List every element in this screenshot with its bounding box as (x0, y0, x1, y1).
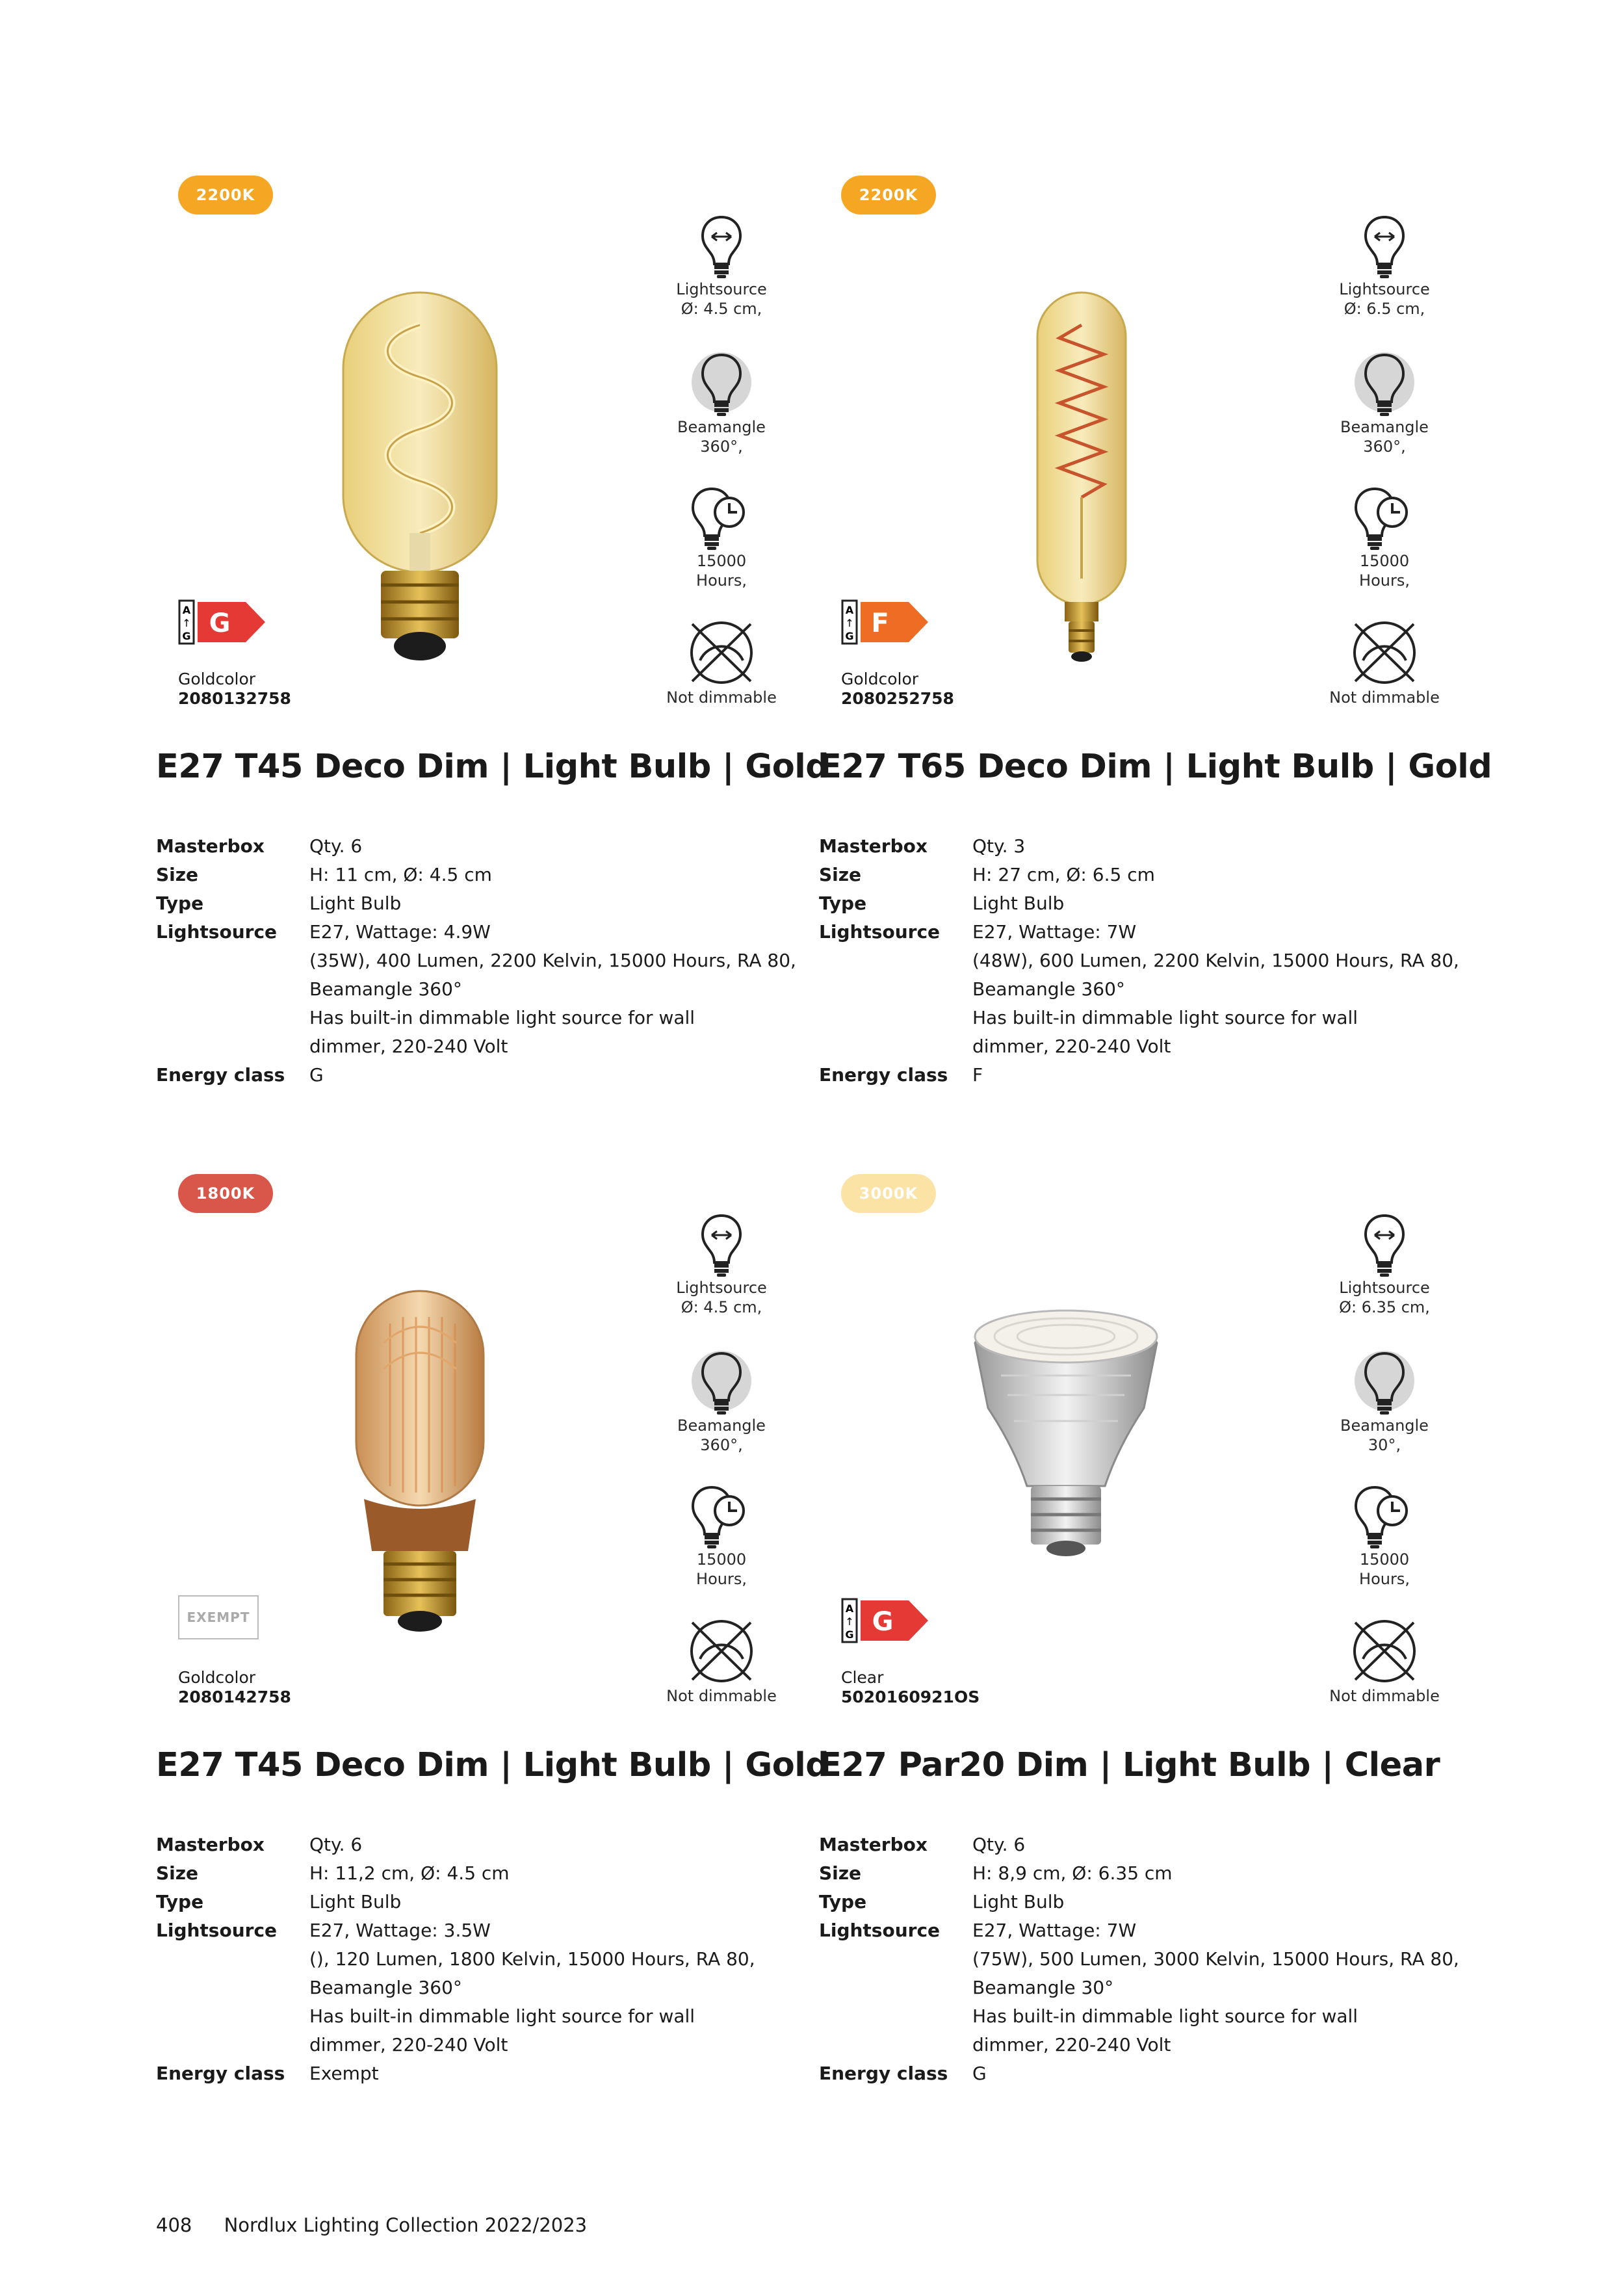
svg-text:↑: ↑ (845, 617, 854, 629)
lightsource-info (1313, 215, 1456, 319)
not-dimmable-icon (686, 1617, 757, 1686)
svg-text:G: G (182, 630, 191, 642)
lightsource-diameter-icon (1362, 1213, 1407, 1278)
spec-value: H: 11 cm, Ø: 4.5 cm (309, 864, 492, 885)
svg-text:A: A (845, 1602, 854, 1615)
spec-label: Masterbox (156, 835, 265, 857)
not-dimmable-icon (1349, 619, 1420, 688)
beamangle-info (650, 1351, 793, 1455)
spec-value: H: 11,2 cm, Ø: 4.5 cm (309, 1862, 510, 1884)
product-title: E27 Par20 Dim | Light Bulb | Clear (819, 1746, 1440, 1784)
beamangle-info (650, 352, 793, 456)
lifetime-label: Hours, (1359, 571, 1410, 590)
lightsource-diameter: Ø: 4.5 cm, (681, 300, 762, 318)
spec-row-lightsource (819, 918, 1475, 1061)
lifetime-clock-bulb-icon (1352, 486, 1417, 551)
item-number: 2080142758 (178, 1688, 291, 1706)
spec-row-masterbox (156, 1831, 812, 1859)
lifetime-info (1313, 1485, 1456, 1589)
spec-label: Energy class (156, 1064, 285, 1086)
spec-label: Masterbox (156, 1834, 265, 1855)
lightsource-line: E27, Wattage: 4.9W (309, 921, 491, 943)
color-temperature-badge: 2200K (841, 176, 936, 215)
spec-value (309, 918, 812, 1061)
svg-text:↑: ↑ (182, 617, 191, 629)
lifetime-clock-bulb-icon (689, 1485, 754, 1550)
spec-row-type (819, 889, 1475, 918)
energy-letter: F (871, 608, 889, 638)
collection-name: Nordlux Lighting Collection 2022/2023 (224, 2214, 588, 2236)
lightsource-label: Lightsource (1339, 280, 1430, 298)
lightsource-line: Has built-in dimmable light source for wall (972, 2005, 1358, 2027)
energy-letter: G (872, 1607, 894, 1637)
bulb-image-t45-amber (286, 1213, 520, 1681)
product-title: E27 T45 Deco Dim | Light Bulb | Gold (156, 1746, 829, 1784)
energy-exempt-label: EXEMPT (178, 1595, 259, 1639)
spec-row-lightsource (819, 1916, 1475, 2059)
color-name: Goldcolor (841, 670, 919, 688)
spec-label: Lightsource (156, 1920, 278, 1941)
spec-label: Energy class (156, 2063, 285, 2084)
product-card (156, 176, 829, 1170)
spec-value (972, 918, 1475, 1061)
color-name: Clear (841, 1668, 884, 1687)
bulb-image-t65-gold (949, 215, 1183, 683)
dimmable-label: Not dimmable (666, 1687, 777, 1705)
spec-value: H: 8,9 cm, Ø: 6.35 cm (972, 1862, 1173, 1884)
lightsource-line: Has built-in dimmable light source for wall (309, 1007, 695, 1028)
beamangle-label: Beamangle (677, 1416, 766, 1435)
lightsource-diameter: Ø: 6.35 cm, (1339, 1298, 1430, 1316)
spec-value: Light Bulb (972, 1891, 1065, 1912)
spec-label: Energy class (819, 1064, 948, 1086)
energy-letter: G (209, 608, 231, 638)
spec-row-masterbox (819, 832, 1475, 861)
svg-text:G: G (845, 630, 854, 642)
color-temperature-badge: 3000K (841, 1174, 936, 1213)
item-number: 2080132758 (178, 689, 291, 708)
lightsource-line: (75W), 500 Lumen, 3000 Kelvin, 15000 Hours, RA 80, (972, 1948, 1459, 1970)
spec-row-lightsource (156, 1916, 812, 2059)
lifetime-info (650, 486, 793, 590)
spec-table (156, 832, 812, 1089)
beamangle-icon (689, 1351, 754, 1416)
product-card (156, 1174, 829, 2169)
beamangle-icon (1352, 1351, 1417, 1416)
spec-value: Qty. 6 (309, 1834, 363, 1855)
lightsource-diameter-icon (1362, 215, 1407, 280)
page-footer (156, 2214, 587, 2236)
lifetime-hours: 15000 (1359, 1550, 1410, 1569)
spec-row-lightsource (156, 918, 812, 1061)
dimmable-info (1313, 1617, 1456, 1706)
spec-row-type (819, 1888, 1475, 1916)
lightsource-line: dimmer, 220-240 Volt (309, 1036, 508, 1057)
spec-label: Type (819, 893, 867, 914)
spec-row-size (819, 1859, 1475, 1888)
spec-label: Type (156, 893, 204, 914)
spec-value (309, 1916, 812, 2059)
lightsource-line: Beamangle 360° (309, 978, 462, 1000)
spec-label: Size (156, 1862, 199, 1884)
spec-value: H: 27 cm, Ø: 6.5 cm (972, 864, 1155, 885)
color-temperature-badge: 1800K (178, 1174, 273, 1213)
lightsource-diameter: Ø: 6.5 cm, (1344, 300, 1425, 318)
icon-column (650, 215, 793, 735)
dimmable-label: Not dimmable (666, 688, 777, 707)
svg-text:A: A (182, 604, 191, 616)
not-dimmable-icon (1349, 1617, 1420, 1686)
spec-value: F (972, 1064, 983, 1086)
energy-label-icon (841, 599, 932, 645)
energy-label-icon (178, 599, 269, 645)
spec-value: Qty. 6 (309, 835, 363, 857)
spec-row-energy-class (156, 2059, 812, 2088)
spec-label: Size (156, 864, 199, 885)
svg-text:↑: ↑ (845, 1615, 854, 1628)
lifetime-hours: 15000 (696, 1550, 747, 1569)
spec-table (156, 1831, 812, 2088)
lifetime-info (1313, 486, 1456, 590)
beamangle-info (1313, 352, 1456, 456)
spec-value: G (972, 2063, 987, 2084)
color-name: Goldcolor (178, 1668, 256, 1687)
lightsource-line: E27, Wattage: 7W (972, 921, 1137, 943)
spec-row-size (819, 861, 1475, 889)
lightsource-line: Beamangle 360° (309, 1977, 462, 1998)
product-card (819, 1174, 1475, 2169)
bulb-image-t45-gold (286, 215, 520, 683)
spec-label: Type (819, 1891, 867, 1912)
spec-value: Light Bulb (309, 893, 402, 914)
lifetime-hours: 15000 (696, 552, 747, 570)
spec-row-energy-class (156, 1061, 812, 1089)
spec-label: Masterbox (819, 1834, 928, 1855)
lightsource-line: dimmer, 220-240 Volt (972, 2034, 1171, 2055)
color-name: Goldcolor (178, 670, 256, 688)
lifetime-info (650, 1485, 793, 1589)
lightsource-line: dimmer, 220-240 Volt (309, 2034, 508, 2055)
lightsource-line: (), 120 Lumen, 1800 Kelvin, 15000 Hours, RA 80, (309, 1948, 755, 1970)
lightsource-line: (48W), 600 Lumen, 2200 Kelvin, 15000 Hours, RA 80, (972, 950, 1459, 971)
lightsource-line: Beamangle 360° (972, 978, 1125, 1000)
lifetime-hours: 15000 (1359, 552, 1410, 570)
spec-value: G (309, 1064, 324, 1086)
spec-value: Qty. 6 (972, 1834, 1026, 1855)
lightsource-label: Lightsource (676, 280, 767, 298)
lightsource-line: (35W), 400 Lumen, 2200 Kelvin, 15000 Hours, RA 80, (309, 950, 796, 971)
spec-label: Size (819, 1862, 862, 1884)
spec-label: Size (819, 864, 862, 885)
lifetime-label: Hours, (1359, 1570, 1410, 1588)
spec-value: Exempt (309, 2063, 379, 2084)
svg-text:G: G (845, 1628, 854, 1641)
dimmable-info (650, 619, 793, 707)
spec-table (819, 1831, 1475, 2088)
spec-row-type (156, 889, 812, 918)
item-number: 2080252758 (841, 689, 954, 708)
lightsource-label: Lightsource (676, 1279, 767, 1297)
lightsource-info (650, 215, 793, 319)
energy-label-icon (841, 1598, 932, 1643)
beamangle-value: 360°, (1363, 437, 1406, 456)
icon-column (650, 1213, 793, 1733)
spec-value: Qty. 3 (972, 835, 1026, 857)
color-temperature-badge: 2200K (178, 176, 273, 215)
beamangle-icon (689, 352, 754, 417)
beamangle-info (1313, 1351, 1456, 1455)
lightsource-info (1313, 1213, 1456, 1317)
spec-label: Type (156, 1891, 204, 1912)
product-card (819, 176, 1492, 1170)
beamangle-value: 360°, (700, 1436, 743, 1454)
icon-column (1313, 1213, 1456, 1733)
beamangle-label: Beamangle (1340, 418, 1429, 436)
page-number: 408 (156, 2214, 192, 2236)
icon-column (1313, 215, 1456, 735)
lifetime-clock-bulb-icon (1352, 1485, 1417, 1550)
dimmable-info (1313, 619, 1456, 707)
lightsource-line: E27, Wattage: 3.5W (309, 1920, 491, 1941)
lightsource-info (650, 1213, 793, 1317)
spec-value: Light Bulb (309, 1891, 402, 1912)
lightsource-line: Has built-in dimmable light source for wall (309, 2005, 695, 2027)
lightsource-label: Lightsource (1339, 1279, 1430, 1297)
lightsource-diameter-icon (699, 215, 744, 280)
dimmable-label: Not dimmable (1329, 688, 1440, 707)
spec-row-energy-class (819, 1061, 1475, 1089)
lightsource-line: dimmer, 220-240 Volt (972, 1036, 1171, 1057)
lightsource-line: E27, Wattage: 7W (972, 1920, 1137, 1941)
lifetime-label: Hours, (696, 1570, 747, 1588)
lightsource-diameter-icon (699, 1213, 744, 1278)
product-title: E27 T45 Deco Dim | Light Bulb | Gold (156, 748, 829, 786)
dimmable-label: Not dimmable (1329, 1687, 1440, 1705)
spec-row-masterbox (156, 832, 812, 861)
not-dimmable-icon (686, 619, 757, 688)
lightsource-line: Beamangle 30° (972, 1977, 1114, 1998)
lifetime-label: Hours, (696, 571, 747, 590)
beamangle-value: 360°, (700, 437, 743, 456)
beamangle-label: Beamangle (1340, 1416, 1429, 1435)
spec-row-energy-class (819, 2059, 1475, 2088)
lifetime-clock-bulb-icon (689, 486, 754, 551)
beamangle-icon (1352, 352, 1417, 417)
spec-row-size (156, 1859, 812, 1888)
lightsource-line: Has built-in dimmable light source for wall (972, 1007, 1358, 1028)
spec-row-masterbox (819, 1831, 1475, 1859)
beamangle-value: 30°, (1368, 1436, 1401, 1454)
lightsource-diameter: Ø: 4.5 cm, (681, 1298, 762, 1316)
item-number: 5020160921OS (841, 1688, 980, 1706)
product-title: E27 T65 Deco Dim | Light Bulb | Gold (819, 748, 1492, 786)
bulb-image-par20-clear (949, 1213, 1183, 1681)
spec-value (972, 1916, 1475, 2059)
spec-table (819, 832, 1475, 1089)
spec-label: Lightsource (819, 1920, 941, 1941)
spec-row-size (156, 861, 812, 889)
spec-row-type (156, 1888, 812, 1916)
svg-text:A: A (845, 604, 854, 616)
beamangle-label: Beamangle (677, 418, 766, 436)
spec-label: Masterbox (819, 835, 928, 857)
dimmable-info (650, 1617, 793, 1706)
spec-label: Lightsource (156, 921, 278, 943)
spec-label: Energy class (819, 2063, 948, 2084)
spec-label: Lightsource (819, 921, 941, 943)
spec-value: Light Bulb (972, 893, 1065, 914)
